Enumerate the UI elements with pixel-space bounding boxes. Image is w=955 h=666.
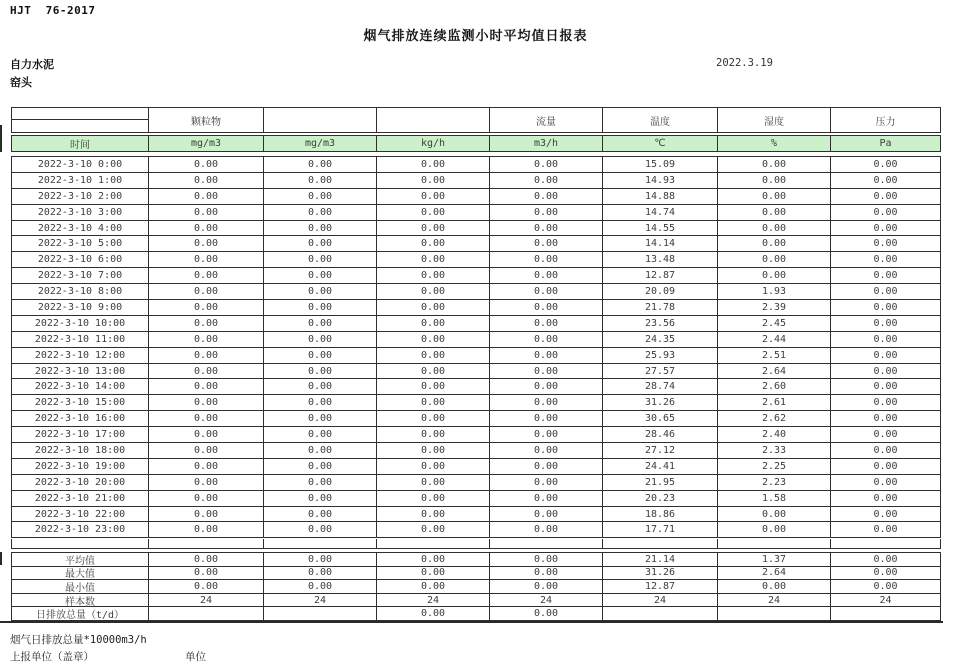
- value-cell: 0.00: [264, 252, 377, 268]
- summary-value-cell: 0.00: [149, 567, 264, 581]
- value-cell: 0.00: [377, 332, 490, 348]
- time-cell: 2022-3-10 2:00: [12, 189, 149, 205]
- report-unit-label: 上报单位（盖章）: [10, 651, 94, 663]
- value-cell: 14.14: [603, 236, 718, 252]
- value-cell: 0.00: [831, 221, 941, 237]
- value-cell: 0.00: [490, 395, 603, 411]
- summary-value-cell: 31.26: [603, 567, 718, 581]
- value-cell: 2.25: [718, 459, 831, 475]
- value-cell: 0.00: [264, 300, 377, 316]
- value-cell: 18.86: [603, 507, 718, 523]
- value-cell: 0.00: [377, 507, 490, 523]
- value-cell: 0.00: [718, 173, 831, 189]
- value-cell: 0.00: [264, 173, 377, 189]
- value-cell: 0.00: [149, 236, 264, 252]
- time-cell: 2022-3-10 18:00: [12, 443, 149, 459]
- page-title: 烟气排放连续监测小时平均值日报表: [363, 29, 588, 44]
- summary-value-cell: 0.00: [490, 567, 603, 581]
- value-cell: 0.00: [490, 300, 603, 316]
- value-cell: 0.00: [264, 507, 377, 523]
- value-cell: 0.00: [490, 284, 603, 300]
- value-cell: 0.00: [490, 173, 603, 189]
- value-cell: 0.00: [831, 507, 941, 523]
- summary-value-cell: 24: [603, 594, 718, 608]
- value-cell: 0.00: [490, 522, 603, 538]
- value-cell: 14.93: [603, 173, 718, 189]
- time-cell: 2022-3-10 9:00: [12, 300, 149, 316]
- value-cell: 0.00: [831, 300, 941, 316]
- value-cell: 0.00: [264, 189, 377, 205]
- company-name: 自力水泥: [10, 58, 54, 71]
- value-cell: 24.35: [603, 332, 718, 348]
- value-cell: 2.62: [718, 411, 831, 427]
- value-cell: 0.00: [831, 348, 941, 364]
- value-cell: 0.00: [264, 221, 377, 237]
- value-cell: 0.00: [831, 268, 941, 284]
- value-cell: 0.00: [490, 491, 603, 507]
- summary-value-cell: 0.00: [264, 553, 377, 567]
- value-cell: 0.00: [718, 205, 831, 221]
- value-cell: 0.00: [490, 189, 603, 205]
- group-header-flow: 流量: [490, 108, 603, 133]
- value-cell: 0.00: [718, 507, 831, 523]
- value-cell: 0.00: [149, 475, 264, 491]
- value-cell: 0.00: [490, 475, 603, 491]
- unit-cell-mgm3-1: mg/m3: [149, 136, 264, 152]
- value-cell: 0.00: [149, 157, 264, 173]
- value-cell: 14.74: [603, 205, 718, 221]
- value-cell: 0.00: [149, 252, 264, 268]
- value-cell: 0.00: [831, 316, 941, 332]
- value-cell: 0.00: [377, 284, 490, 300]
- value-cell: 0.00: [149, 443, 264, 459]
- value-cell: 0.00: [264, 411, 377, 427]
- time-cell: 2022-3-10 7:00: [12, 268, 149, 284]
- time-cell: 2022-3-10 14:00: [12, 379, 149, 395]
- value-cell: 0.00: [149, 332, 264, 348]
- time-cell: 2022-3-10 23:00: [12, 522, 149, 538]
- value-cell: 30.65: [603, 411, 718, 427]
- summary-value-cell: 12.87: [603, 580, 718, 594]
- value-cell: 27.12: [603, 443, 718, 459]
- value-cell: 0.00: [377, 459, 490, 475]
- value-cell: 20.09: [603, 284, 718, 300]
- summary-value-cell: 0.00: [490, 553, 603, 567]
- value-cell: 0.00: [264, 268, 377, 284]
- unit-cell-celsius: ℃: [603, 136, 718, 152]
- value-cell: 12.87: [603, 268, 718, 284]
- value-cell: 0.00: [149, 379, 264, 395]
- unit-cell-mgm3-2: mg/m3: [264, 136, 377, 152]
- value-cell: 0.00: [718, 221, 831, 237]
- value-cell: 2.45: [718, 316, 831, 332]
- summary-value-cell: 0.00: [377, 567, 490, 581]
- value-cell: 0.00: [490, 364, 603, 380]
- value-cell: 0.00: [377, 268, 490, 284]
- value-cell: 0.00: [264, 157, 377, 173]
- left-edge-fragment: [0, 125, 2, 152]
- value-cell: 24.41: [603, 459, 718, 475]
- value-cell: 0.00: [490, 236, 603, 252]
- value-cell: 0.00: [149, 411, 264, 427]
- time-cell: 2022-3-10 13:00: [12, 364, 149, 380]
- value-cell: 0.00: [264, 459, 377, 475]
- summary-value-cell: 0.00: [831, 553, 941, 567]
- value-cell: 0.00: [149, 316, 264, 332]
- time-cell: 2022-3-10 10:00: [12, 316, 149, 332]
- summary-value-cell: 2.64: [718, 567, 831, 581]
- value-cell: 28.46: [603, 427, 718, 443]
- summary-value-cell: 21.14: [603, 553, 718, 567]
- time-cell: 2022-3-10 16:00: [12, 411, 149, 427]
- value-cell: 0.00: [264, 427, 377, 443]
- value-cell: 0.00: [264, 522, 377, 538]
- value-cell: 0.00: [490, 316, 603, 332]
- value-cell: 1.58: [718, 491, 831, 507]
- value-cell: 2.60: [718, 379, 831, 395]
- value-cell: 25.93: [603, 348, 718, 364]
- value-cell: 0.00: [377, 491, 490, 507]
- value-cell: 0.00: [718, 522, 831, 538]
- unit-label: 单位: [185, 651, 206, 663]
- value-cell: 0.00: [264, 205, 377, 221]
- value-cell: 0.00: [377, 379, 490, 395]
- value-cell: 0.00: [831, 364, 941, 380]
- table-group-header: [11, 107, 941, 133]
- value-cell: 0.00: [264, 364, 377, 380]
- value-cell: 0.00: [149, 427, 264, 443]
- value-cell: 0.00: [718, 157, 831, 173]
- value-cell: 0.00: [377, 173, 490, 189]
- value-cell: 0.00: [377, 475, 490, 491]
- value-cell: 0.00: [831, 205, 941, 221]
- value-cell: 0.00: [377, 221, 490, 237]
- value-cell: 0.00: [490, 427, 603, 443]
- summary-label-cell: 最大值: [12, 567, 149, 581]
- value-cell: 0.00: [149, 522, 264, 538]
- value-cell: 0.00: [490, 205, 603, 221]
- unit-cell-m3h: m3/h: [490, 136, 603, 152]
- value-cell: 0.00: [831, 173, 941, 189]
- blank-cell: [603, 539, 718, 549]
- report-date: 2022.3.19: [716, 57, 773, 69]
- value-cell: 0.00: [490, 252, 603, 268]
- table-blank-row: [11, 539, 941, 549]
- value-cell: 0.00: [718, 189, 831, 205]
- unit-cell-kgh: kg/h: [377, 136, 490, 152]
- value-cell: 0.00: [377, 427, 490, 443]
- value-cell: 20.23: [603, 491, 718, 507]
- time-cell: 2022-3-10 12:00: [12, 348, 149, 364]
- value-cell: 0.00: [264, 348, 377, 364]
- value-cell: 27.57: [603, 364, 718, 380]
- doc-code-label: HJT 76-2017: [10, 4, 96, 17]
- value-cell: 0.00: [377, 252, 490, 268]
- table-data-rows: [11, 156, 941, 538]
- value-cell: 0.00: [490, 411, 603, 427]
- time-cell: 2022-3-10 22:00: [12, 507, 149, 523]
- blank-cell: [831, 539, 941, 549]
- value-cell: 0.00: [149, 300, 264, 316]
- summary-value-cell: [718, 607, 831, 621]
- value-cell: 0.00: [149, 189, 264, 205]
- group-header-humidity: 湿度: [718, 108, 831, 133]
- value-cell: 0.00: [377, 443, 490, 459]
- value-cell: 0.00: [718, 236, 831, 252]
- value-cell: 0.00: [264, 236, 377, 252]
- group-header-temperature: 温度: [603, 108, 718, 133]
- time-cell: 2022-3-10 20:00: [12, 475, 149, 491]
- value-cell: 0.00: [264, 395, 377, 411]
- summary-label-cell: 样本数: [12, 594, 149, 608]
- value-cell: 0.00: [490, 348, 603, 364]
- value-cell: 2.51: [718, 348, 831, 364]
- summary-label-cell: 平均值: [12, 553, 149, 567]
- value-cell: 0.00: [831, 522, 941, 538]
- header-spacer-cell-bottom: [12, 120, 149, 133]
- value-cell: 0.00: [718, 252, 831, 268]
- time-cell: 2022-3-10 3:00: [12, 205, 149, 221]
- value-cell: 0.00: [149, 491, 264, 507]
- value-cell: 0.00: [264, 316, 377, 332]
- value-cell: 0.00: [149, 395, 264, 411]
- value-cell: 0.00: [377, 205, 490, 221]
- value-cell: 2.64: [718, 364, 831, 380]
- summary-value-cell: 24: [831, 594, 941, 608]
- value-cell: 14.88: [603, 189, 718, 205]
- value-cell: 0.00: [264, 379, 377, 395]
- time-cell: 2022-3-10 21:00: [12, 491, 149, 507]
- value-cell: 0.00: [831, 491, 941, 507]
- value-cell: 0.00: [264, 284, 377, 300]
- summary-value-cell: 24: [490, 594, 603, 608]
- value-cell: 31.26: [603, 395, 718, 411]
- value-cell: 0.00: [149, 205, 264, 221]
- value-cell: 0.00: [149, 284, 264, 300]
- summary-value-cell: 24: [149, 594, 264, 608]
- value-cell: 21.95: [603, 475, 718, 491]
- time-cell: 2022-3-10 11:00: [12, 332, 149, 348]
- value-cell: 21.78: [603, 300, 718, 316]
- value-cell: 0.00: [831, 475, 941, 491]
- summary-value-cell: 24: [377, 594, 490, 608]
- value-cell: 0.00: [490, 221, 603, 237]
- group-header-empty-2: [377, 108, 490, 133]
- value-cell: 0.00: [149, 364, 264, 380]
- value-cell: 0.00: [718, 268, 831, 284]
- station-name: 窑头: [10, 76, 32, 89]
- summary-value-cell: [264, 607, 377, 621]
- summary-value-cell: 0.00: [377, 553, 490, 567]
- table-summary: [11, 552, 941, 621]
- value-cell: 0.00: [264, 332, 377, 348]
- summary-value-cell: 0.00: [264, 580, 377, 594]
- summary-value-cell: 0.00: [490, 580, 603, 594]
- value-cell: 0.00: [831, 443, 941, 459]
- value-cell: 0.00: [831, 284, 941, 300]
- value-cell: 0.00: [377, 157, 490, 173]
- value-cell: 0.00: [831, 332, 941, 348]
- summary-value-cell: 0.00: [831, 567, 941, 581]
- value-cell: 0.00: [490, 379, 603, 395]
- value-cell: 0.00: [490, 157, 603, 173]
- value-cell: 0.00: [831, 427, 941, 443]
- value-cell: 0.00: [377, 522, 490, 538]
- time-cell: 2022-3-10 5:00: [12, 236, 149, 252]
- value-cell: 2.40: [718, 427, 831, 443]
- summary-value-cell: [149, 607, 264, 621]
- value-cell: 0.00: [831, 157, 941, 173]
- value-cell: 0.00: [264, 475, 377, 491]
- value-cell: 0.00: [377, 300, 490, 316]
- summary-value-cell: 0.00: [377, 580, 490, 594]
- summary-value-cell: 0.00: [264, 567, 377, 581]
- blank-cell: [490, 539, 603, 549]
- value-cell: 0.00: [377, 189, 490, 205]
- value-cell: 0.00: [490, 507, 603, 523]
- table-bottom-rule: [0, 621, 943, 624]
- value-cell: 23.56: [603, 316, 718, 332]
- time-cell: 2022-3-10 0:00: [12, 157, 149, 173]
- value-cell: 0.00: [149, 348, 264, 364]
- left-edge-fragment: [0, 552, 2, 565]
- time-cell: 2022-3-10 6:00: [12, 252, 149, 268]
- time-cell: 2022-3-10 17:00: [12, 427, 149, 443]
- summary-value-cell: [603, 607, 718, 621]
- summary-value-cell: 0.00: [149, 580, 264, 594]
- summary-value-cell: 24: [718, 594, 831, 608]
- value-cell: 0.00: [831, 395, 941, 411]
- value-cell: 0.00: [831, 189, 941, 205]
- summary-value-cell: 0.00: [490, 607, 603, 621]
- group-header-pressure: 压力: [831, 108, 941, 133]
- table-unit-row: [11, 135, 941, 152]
- summary-label-cell: 日排放总量（t/d）: [12, 607, 149, 621]
- value-cell: 0.00: [377, 395, 490, 411]
- blank-cell: [12, 539, 149, 549]
- value-cell: 0.00: [490, 459, 603, 475]
- value-cell: 0.00: [377, 316, 490, 332]
- value-cell: 0.00: [831, 411, 941, 427]
- value-cell: 0.00: [149, 459, 264, 475]
- value-cell: 17.71: [603, 522, 718, 538]
- value-cell: 0.00: [490, 268, 603, 284]
- value-cell: 2.61: [718, 395, 831, 411]
- value-cell: 2.23: [718, 475, 831, 491]
- value-cell: 0.00: [149, 507, 264, 523]
- value-cell: 0.00: [831, 379, 941, 395]
- header-spacer-cell-top: [12, 108, 149, 120]
- blank-cell: [149, 539, 264, 549]
- value-cell: 13.48: [603, 252, 718, 268]
- time-cell: 2022-3-10 1:00: [12, 173, 149, 189]
- value-cell: 0.00: [149, 268, 264, 284]
- summary-value-cell: 0.00: [149, 553, 264, 567]
- unit-cell-time: 时间: [12, 136, 149, 152]
- summary-label-cell: 最小值: [12, 580, 149, 594]
- group-header-particulate: 颗粒物: [149, 108, 264, 133]
- unit-cell-pa: Pa: [831, 136, 941, 152]
- time-cell: 2022-3-10 8:00: [12, 284, 149, 300]
- value-cell: 0.00: [490, 443, 603, 459]
- value-cell: 0.00: [490, 332, 603, 348]
- value-cell: 0.00: [264, 491, 377, 507]
- summary-value-cell: [831, 607, 941, 621]
- summary-value-cell: 0.00: [377, 607, 490, 621]
- value-cell: 0.00: [377, 348, 490, 364]
- blank-cell: [718, 539, 831, 549]
- value-cell: 2.44: [718, 332, 831, 348]
- value-cell: 28.74: [603, 379, 718, 395]
- value-cell: 2.33: [718, 443, 831, 459]
- time-cell: 2022-3-10 15:00: [12, 395, 149, 411]
- blank-cell: [264, 539, 377, 549]
- time-cell: 2022-3-10 19:00: [12, 459, 149, 475]
- value-cell: 0.00: [377, 411, 490, 427]
- value-cell: 0.00: [377, 236, 490, 252]
- value-cell: 2.39: [718, 300, 831, 316]
- time-cell: 2022-3-10 4:00: [12, 221, 149, 237]
- value-cell: 0.00: [831, 252, 941, 268]
- value-cell: 0.00: [831, 236, 941, 252]
- summary-value-cell: 0.00: [718, 580, 831, 594]
- value-cell: 0.00: [264, 443, 377, 459]
- value-cell: 0.00: [149, 221, 264, 237]
- value-cell: 0.00: [377, 364, 490, 380]
- value-cell: 15.09: [603, 157, 718, 173]
- group-header-empty-1: [264, 108, 377, 133]
- summary-value-cell: 24: [264, 594, 377, 608]
- summary-value-cell: 0.00: [831, 580, 941, 594]
- unit-cell-percent: %: [718, 136, 831, 152]
- daily-total-note: 烟气日排放总量*10000m3/h: [10, 634, 147, 646]
- summary-value-cell: 1.37: [718, 553, 831, 567]
- blank-cell: [377, 539, 490, 549]
- value-cell: 1.93: [718, 284, 831, 300]
- value-cell: 14.55: [603, 221, 718, 237]
- value-cell: 0.00: [831, 459, 941, 475]
- value-cell: 0.00: [149, 173, 264, 189]
